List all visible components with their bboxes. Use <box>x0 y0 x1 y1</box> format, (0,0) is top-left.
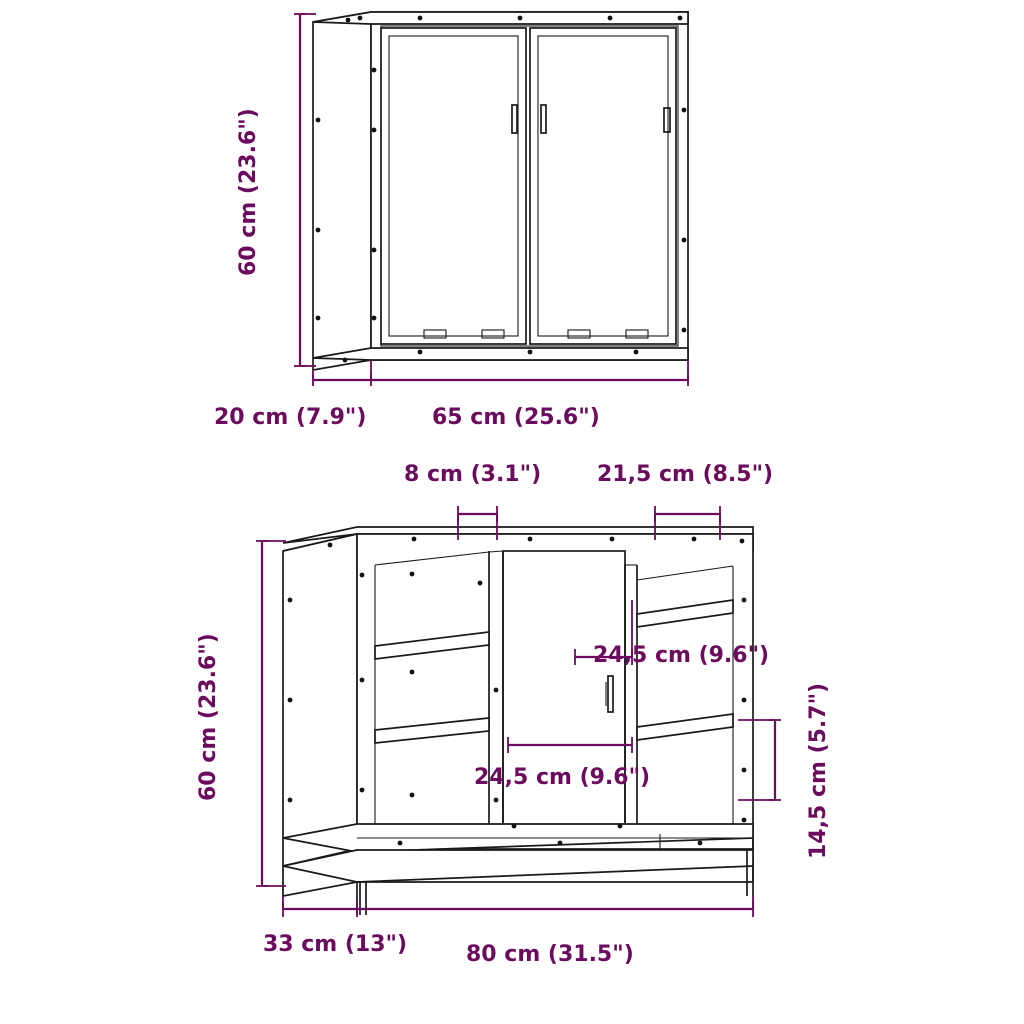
sink-cabinet-drawing <box>283 527 753 915</box>
sink-cabinet-gap-left-label: 8 cm (3.1") <box>404 462 542 487</box>
sink-cabinet-width-label: 80 cm (31.5") <box>466 942 634 967</box>
wall-cabinet-depth-label: 20 cm (7.9") <box>214 405 367 430</box>
sink-cabinet-gap-right-label: 21,5 cm (8.5") <box>597 462 774 487</box>
sink-cabinet-opening-right-label: 24,5 cm (9.6") <box>593 643 770 668</box>
wall-cabinet-width-label: 65 cm (25.6") <box>432 405 600 430</box>
wall-cabinet-height-label: 60 cm (23.6") <box>236 108 261 277</box>
sink-cabinet-height-label: 60 cm (23.6") <box>196 633 221 802</box>
sink-cabinet-opening-bottom-label: 24,5 cm (9.6") <box>474 765 651 790</box>
sink-cabinet-depth-label: 33 cm (13") <box>262 932 408 957</box>
sink-cabinet-shelf-right-label: 14,5 cm (5.7") <box>806 682 831 859</box>
wall-cabinet-drawing <box>313 12 688 370</box>
